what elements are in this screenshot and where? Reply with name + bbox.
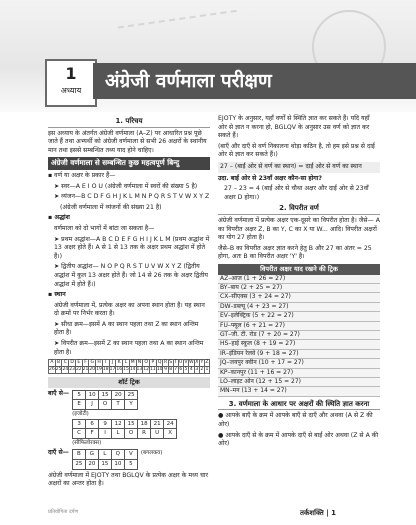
alphabet-letter: G <box>90 360 95 366</box>
alphabet-table <box>48 359 210 374</box>
grid-cell: 10 <box>111 460 124 470</box>
reverse-number: 9 <box>164 367 167 373</box>
ejoty-grid <box>72 390 138 410</box>
grid-cell: 20 <box>85 460 98 470</box>
grid-cell: J <box>86 400 99 410</box>
chapter-title: अंग्रेजी वर्णमाला परीक्षण <box>93 63 416 99</box>
grid-cell: Y <box>125 400 138 410</box>
grid-cell: Q <box>111 450 124 460</box>
vowels-text: ➤ स्वर—A E I O U (अंग्रेजी वर्णमाला में स्वरों की संख्या 5 है) <box>54 182 198 190</box>
reverse-number: 7 <box>174 367 178 373</box>
reverse-number: 11 <box>150 367 156 373</box>
grid-cell: 6 <box>86 419 99 429</box>
example-answer: 27 – 23 = 4 (बाईं ओर से चौथा अक्षर और दाईं ओर से 23वाँ अक्षर D होगा।) <box>224 185 369 201</box>
grid-cell: 9 <box>99 419 112 429</box>
reverse-number: 2 <box>200 367 204 373</box>
grid-cell: 5 <box>73 390 86 400</box>
grid-cell: I <box>99 429 112 439</box>
intro-text: इस अध्याय के अंतर्गत अंग्रेजी वर्णमाला (A–Z) पर आधारित प्रश्न पूछे जाते हैं तथा अभ्यर्थी को अंग्रेजी वर्णमाला से सभी 26 अक्षरों के स्थानीय मान तथा इससे सम्बन्धित तथ्य याद होने चाहिए। <box>48 129 207 154</box>
grid-cell: 18 <box>138 419 151 429</box>
grid-cell: T <box>112 400 125 410</box>
grid-row <box>72 460 137 470</box>
grid-cell: 10 <box>86 390 99 400</box>
grid-cell: 20 <box>112 390 125 400</box>
grid-cell: 15 <box>98 460 111 470</box>
reverse-number: 10 <box>156 367 163 373</box>
opposite-example: जैसे–B का विपरीत अक्षर ज्ञात करने हेतु B और 27 का अंतर = 25 होगा, अतः B का विपरीत अक्षर 'Y' है। <box>218 244 372 261</box>
reverse-number: 23 <box>69 367 75 373</box>
opposite-pair: JQ–जयपुर क्वीन (10 + 17 = 27) <box>218 359 380 368</box>
alphabet-letter: Z <box>205 360 209 366</box>
grid-cell: X <box>164 429 177 439</box>
alphabet-letter: D <box>70 360 74 366</box>
first-half: ➤ प्रथम अद्धांश—A B C D E F G H I J K L M (प्रथम अद्धांश में 13 अक्षर होते हैं। A से 1 से 13 तक के अक्षर प्रथम अद्धांश में होते हैं।) <box>54 235 210 260</box>
line-decoration <box>118 10 243 68</box>
reverse-number: 14 <box>129 367 136 373</box>
reverse-number: 1 <box>205 367 209 373</box>
alphabet-letter: M <box>130 360 135 366</box>
opposite-pair: DW–डब्ल्यू (4 + 23 = 27) <box>218 302 380 311</box>
bullet-position: ▪ स्थान <box>48 291 66 299</box>
opposite-pair: HS–हाई स्कूल (8 + 19 = 27) <box>218 340 380 349</box>
cfil-label: (सीफिलोरक्स) <box>72 439 102 446</box>
consonants-text: ➤ व्यंजन—B C D F G H J K L M N P Q R S T V W X Y Z <box>54 193 210 201</box>
right-para-2: (बाएँ और दाएँ से वर्ण निकालना थोड़ा कठिन है, तो हम इसे प्रश्न से दाईं ओर से ज्ञात कर सकते हैं।) <box>218 142 375 159</box>
reverse-order: ➤ विपरीत क्रम—इसमें Z का स्थान पहला तथा A का स्थान अन्तिम होता है। <box>54 340 204 356</box>
alphabet-letter: X <box>195 360 199 366</box>
opposite-pair: IR–इंडियन रेलवे (9 + 18 = 27) <box>218 349 380 358</box>
right-order-text: ● आपके दाएँ से के क्रम में आपके दाएँ से बाईं ओर अथवा (Z से A की ओर) <box>218 431 379 448</box>
grid-row <box>73 419 177 429</box>
trick-left-label: बाएँ से— <box>48 389 70 397</box>
left-column <box>48 115 210 491</box>
alphabet-letter: F <box>82 360 89 367</box>
example-question: उदा. बाईं ओर से 23वाँ अक्षर कौन-सा होगा? <box>218 174 322 182</box>
position-text: अंग्रेजी वर्णमाला में, प्रत्येक अक्षर का अपना स्थान होता है। यह स्थान दो क्रमों पर निर्भर करता है। <box>54 301 205 318</box>
grid-cell: B <box>72 450 85 460</box>
grid-cell: O <box>99 400 112 410</box>
reverse-number: 18 <box>102 367 109 373</box>
grid-cell: 12 <box>112 419 125 429</box>
grid-cell: 25 <box>125 390 138 400</box>
opposite-text: अंग्रेजी वर्णमाला में प्रत्येक अक्षर एक-दूसरे का विपरीत होता है। जैसे— A का विपरीत अक्षर Z, B का Y, C का X या W... आदि। विपरीत अक्षरों का योग 27 होता है। <box>218 216 380 242</box>
reverse-number: 12 <box>143 367 150 373</box>
grid-cell: U <box>151 429 164 439</box>
opposite-pair: KP–कानपुर (11 + 16 = 27) <box>218 368 380 377</box>
grid-cell: L <box>112 429 125 439</box>
alphabet-letter: S <box>169 360 173 366</box>
position-heading: 3. वर्णमाला के आधार पर अक्षरों की स्थिति ज्ञात करना <box>218 400 380 411</box>
reverse-number: 3 <box>195 367 199 373</box>
reverse-number: 19 <box>96 367 102 373</box>
alphabet-letter: B <box>57 360 61 366</box>
alphabet-letter: V <box>184 360 188 366</box>
consonants-note: (अंग्रेजी वर्णमाला में व्यंजनों की संख्या 21 है) <box>60 203 162 211</box>
opposite-pair: EV–इलेक्ट्रिक (5 + 22 = 27) <box>218 312 380 321</box>
end-text: अंग्रेजी वर्णमाला में EJOTY तथा BGLQV के प्रत्येक अक्षर के मध्य चार अक्षरों का अन्तर होता है। <box>48 471 209 488</box>
reverse-number-row <box>49 367 210 374</box>
facts-heading: अंग्रेजी वर्णमाला से सम्बन्धित कुछ महत्वपूर्ण बिन्दु <box>48 157 210 170</box>
left-order-text: ● आपके बाएँ के क्रम में आपके बाएँ से दाएँ और अथवा (A से Z की ओर) <box>218 412 373 428</box>
bullet-types: ▪ वर्ण या अक्षर के प्रकार हैं— <box>48 171 116 179</box>
bullet-halves: ▪ अद्धांश <box>48 214 70 222</box>
reverse-number: 26 <box>49 367 55 373</box>
opposite-pair: BY–बाय (2 + 25 = 27) <box>218 283 380 292</box>
chapter-number-box <box>45 59 97 107</box>
alphabet-letter: N <box>137 360 142 366</box>
right-para-1: EJOTY के अनुसार, यहाँ वर्णों से स्थिति ज्ञात कर सकते हैं। यदि यहाँ ओर से ज्ञात न करना हो, BGLQV के अनुसार उस वर्ण को ज्ञात कर सकते हैं। <box>218 115 370 140</box>
grid-cell: 21 <box>151 419 164 429</box>
alphabet-letter: Q <box>157 360 162 366</box>
cfilorux-grid <box>72 419 177 439</box>
grid-cell: 24 <box>164 419 177 429</box>
alphabet-letter: H <box>97 360 101 366</box>
grid-cell: O <box>125 429 138 439</box>
short-trick-heading: शॉर्ट ट्रिक <box>48 377 210 388</box>
reverse-number: 4 <box>189 367 193 373</box>
alphabet-letter: C <box>63 360 67 366</box>
grid-cell: 25 <box>72 460 85 470</box>
trick-left-block <box>48 390 210 448</box>
grid-row <box>73 429 177 439</box>
grid-cell: 15 <box>99 390 112 400</box>
second-half: ➤ द्वितीय अद्धांश— N O P Q R S T U V W X Y Z (द्वितीय अद्धांश में कुल 13 अक्षर होते हैं। जो 14 से 26 तक के अक्षर द्वितीय अद्धांश में होते हैं।) <box>54 263 209 288</box>
alphabet-letter: A <box>50 360 54 366</box>
grid-row <box>73 390 138 400</box>
reverse-number: 13 <box>136 367 143 373</box>
alphabet-letter: W <box>189 360 194 366</box>
reverse-number: 15 <box>123 367 129 373</box>
publisher-mark: प्रतियोगिता दर्पण <box>48 509 79 515</box>
trick-table-heading: विपरीत अक्षर याद रखने की ट्रिक <box>218 264 380 275</box>
chapter-word: अध्याय <box>60 86 82 95</box>
alphabet-letter: I <box>102 360 109 367</box>
reverse-number: 21 <box>82 367 89 373</box>
opposite-pair: CX–सीएक्स (3 + 24 = 27) <box>218 293 380 302</box>
reverse-number: 16 <box>116 367 123 373</box>
trick-right-block <box>48 449 210 469</box>
opposite-pair: MN–मन (13 + 14 = 27) <box>218 387 380 396</box>
grid-cell: C <box>73 429 86 439</box>
alphabet-letter: O <box>144 360 148 366</box>
opposite-pair: FU–फ्यूल (6 + 21 = 27) <box>218 321 380 330</box>
reverse-number: 22 <box>75 367 82 373</box>
grid-cell: F <box>86 429 99 439</box>
alphabet-letter: T <box>174 360 178 366</box>
ejoty-label: (इजोटी) <box>72 411 89 418</box>
grid-cell: E <box>73 400 86 410</box>
grid-cell: R <box>138 429 151 439</box>
grid-cell: L <box>98 450 111 460</box>
reverse-number: 5 <box>184 367 188 373</box>
grid-row <box>73 400 138 410</box>
alphabet-letter: J <box>109 360 116 367</box>
opposite-pair: LO–लाइट ओन (12 + 15 = 27) <box>218 377 380 386</box>
intro-heading: 1. परिचय <box>48 117 210 128</box>
grid-cell: 5 <box>124 460 137 470</box>
alphabet-letter: P <box>150 360 157 367</box>
grid-cell: G <box>85 450 98 460</box>
formula: 27 – (बाईं ओर से वर्ण का स्थान) = दाईं ओर से वर्ण का स्थान <box>218 162 380 173</box>
page-footer: तर्कशक्ति | 1 <box>300 509 336 517</box>
grid-cell: V <box>124 450 137 460</box>
opposite-heading: 2. विपरीत वर्ण <box>218 204 380 215</box>
reverse-number: 17 <box>109 367 116 373</box>
alphabet-letter: K <box>117 360 121 366</box>
reverse-number: 6 <box>179 367 183 373</box>
alphabet-letter: U <box>179 360 183 366</box>
bglqv-label: (बगलकव) <box>140 450 163 457</box>
reverse-number: 25 <box>55 367 62 373</box>
alphabet-letter: Y <box>200 360 204 366</box>
reverse-number: 8 <box>169 367 173 373</box>
alphabet-letter: E <box>77 360 81 366</box>
grid-cell: 3 <box>73 419 86 429</box>
opposite-trick-table <box>218 264 380 397</box>
alphabet-row <box>49 360 210 367</box>
opposite-pair: GT–जी. टी. रोड (7 + 20 = 27) <box>218 330 380 339</box>
trick-right-label: दाएँ से— <box>48 449 69 457</box>
right-column <box>218 115 380 451</box>
halves-text: वर्णमाला को दो भागों में बांटा जा सकता है— <box>54 224 155 232</box>
bglqv-grid <box>72 449 138 469</box>
grid-row <box>72 450 137 460</box>
grid-cell: 15 <box>125 419 138 429</box>
forward-order: ➤ सीधा क्रम—इसमें A का स्थान पहला तथा Z का स्थान अन्तिम होता है। <box>54 320 199 337</box>
alphabet-letter: L <box>123 360 130 367</box>
chapter-number: 1 <box>65 64 77 83</box>
alphabet-letter: R <box>163 360 168 366</box>
reverse-number: 24 <box>62 367 69 373</box>
reverse-number: 20 <box>89 367 96 373</box>
opposite-pair: AZ–आज (1 + 26 = 27) <box>218 275 380 284</box>
